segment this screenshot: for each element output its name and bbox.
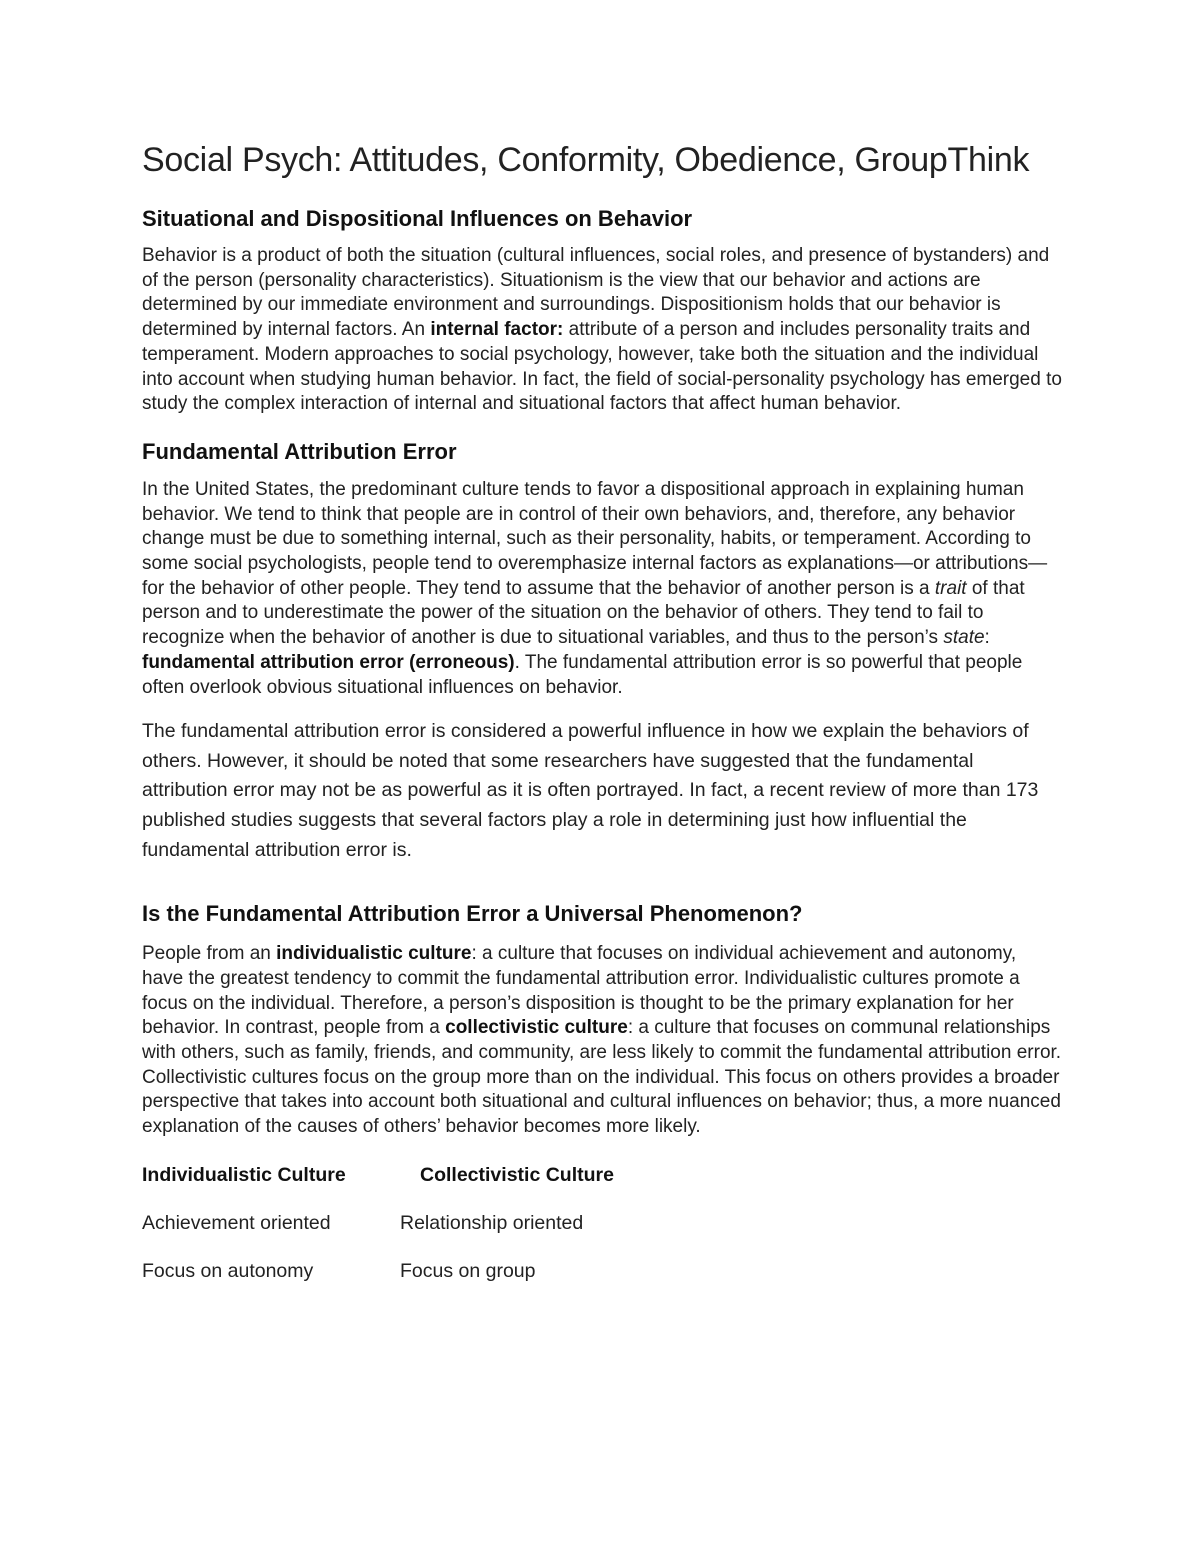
table-header-collectivistic: Collectivistic Culture	[420, 1163, 614, 1186]
term-collectivistic: collectivistic culture	[445, 1017, 628, 1039]
table-header-individualistic: Individualistic Culture	[142, 1163, 346, 1186]
section-heading-situational: Situational and Dispositional Influences on Behavior	[142, 206, 693, 231]
text-run: of that person and to underestimate the power of the situation on the behavior of others. They tend to fail to recognize when the behavior of another is due to situational variables, and thus to the person’s	[142, 577, 1025, 649]
paragraph-universal	[142, 942, 1062, 1140]
text-run: attribute of a person and includes personality traits and temperament. Modern approaches to social psychology, however, take both the situation and the individual into account when studying human behavior. In fact, the field of social-personality psychology has emerged to study the complex interaction of internal and situational factors that affect human behavior.	[142, 319, 1062, 415]
table-cell: Achievement oriented	[142, 1211, 331, 1234]
paragraph-fae-2: The fundamental attribution error is considered a powerful influence in how we explain the behaviors of others. However, it should be noted that some researchers have suggested that the fundamental attribution error may not be as powerful as it is often portrayed. In fact, a recent review of more than 173 published studies suggests that several factors play a role in determining just how influential the fundamental attribution error is.	[142, 720, 1039, 861]
document-page	[142, 138, 1062, 1283]
paragraph-situational	[142, 244, 1062, 417]
section-heading-universal: Is the Fundamental Attribution Error a Universal Phenomenon?	[142, 901, 803, 927]
table-cell: Relationship oriented	[400, 1211, 584, 1234]
term-internal-factor: internal factor:	[430, 319, 564, 341]
text-run: :	[984, 627, 990, 649]
culture-comparison-table	[142, 1164, 1062, 1283]
term-individualistic: individualistic culture	[276, 943, 472, 965]
table-cell: Focus on autonomy	[142, 1259, 314, 1282]
text-run: : a culture that focuses on individual achievement and autonomy, have the greatest tendency to commit the fundamental attribution error. Individualistic cultures promote a focus on the individual. Therefore, a person’s disposition is thought to be the primary explanation for her behavior. In contrast, people from a	[142, 943, 1020, 1039]
paragraph-fae-1	[142, 478, 1062, 700]
text-run: : a culture that focuses on communal relationships with others, such as family, friends, and community, are less likely to commit the fundamental attribution error. Collectivistic cultures focus on the group more than on the individual. This focus on others provides a broader perspective that takes into account both situational and cultural influences on behavior; thus, a more nuanced explanation of the causes of others’ behavior becomes more likely.	[142, 1017, 1062, 1138]
text-run: In the United States, the predominant culture tends to favor a dispositional approach in explaining human behavior. We tend to think that people are in control of their own behaviors, and, therefore, any behavior change must be due to something internal, such as their personality, habits, or temperament. According to some social psychologists, people tend to overemphasize internal factors as explanations—or attributions—for the behavior of other people. They tend to assume that the behavior of another person is a	[142, 478, 1048, 599]
term-trait: trait	[934, 577, 967, 599]
table-cell: Focus on group	[400, 1259, 536, 1282]
term-state: state	[943, 627, 985, 649]
text-run: . The fundamental attribution error is so powerful that people often overlook obvious situational influences on behavior.	[142, 651, 1023, 698]
text-run: Behavior is a product of both the situation (cultural influences, social roles, and presence of bystanders) and of the person (personality characteristics). Situationism is the view that our behavior and actions are determined by our immediate environment and surroundings. Dispositionism holds that our behavior is determined by internal factors. An	[142, 245, 1050, 341]
term-fae: fundamental attribution error (erroneous)	[142, 651, 515, 673]
document-title: Social Psych: Attitudes, Conformity, Obedience, GroupThink	[142, 141, 1030, 179]
text-run: People from an	[142, 943, 277, 965]
section-heading-fae: Fundamental Attribution Error	[142, 438, 457, 464]
